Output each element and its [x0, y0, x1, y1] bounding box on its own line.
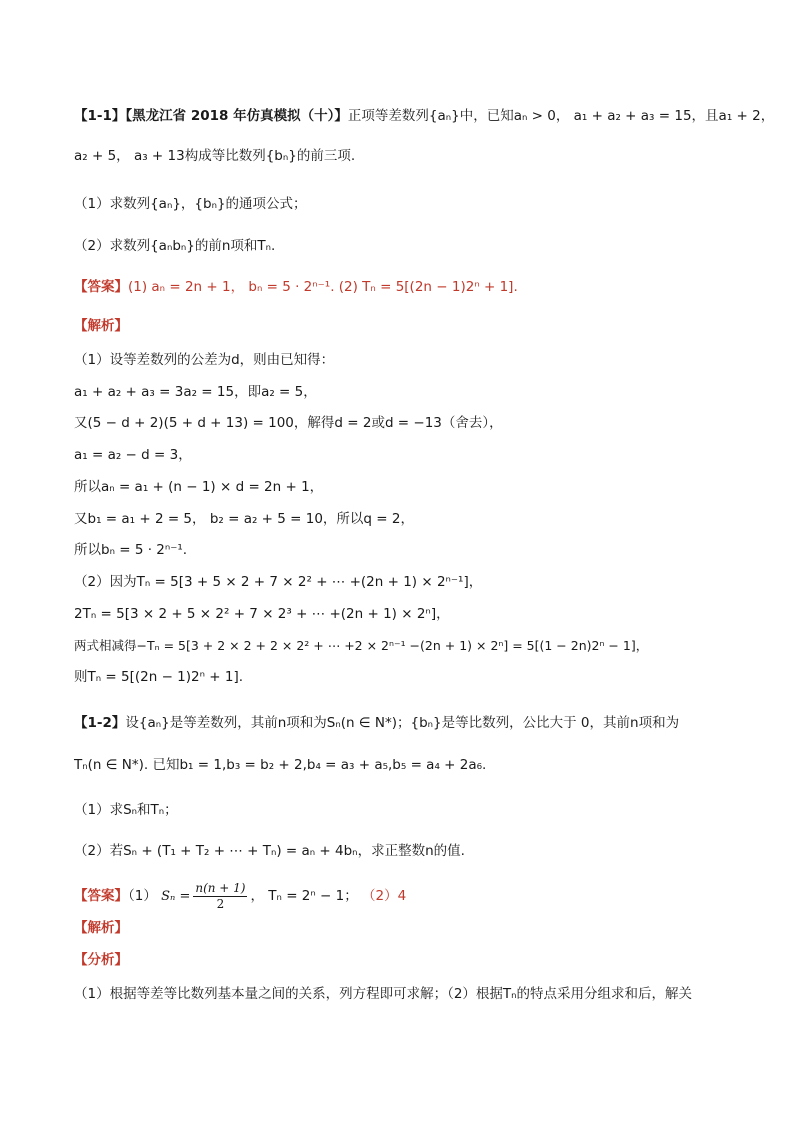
solution-line: 所以aₙ = a₁ + (n − 1) × d = 2n + 1， — [74, 479, 324, 495]
solution-line: 又b₁ = a₁ + 2 = 5， b₂ = a₂ + 5 = 10，所以q = 2， — [74, 511, 414, 527]
problem1-answer-text: (1) aₙ = 2n + 1， bₙ = 5 · 2ⁿ⁻¹. (2) Tₙ = 5[(2n − 1)2ⁿ + 1]. — [128, 279, 518, 295]
problem2-tag: 【1-2】 — [74, 715, 126, 731]
problem2-fenxi-tag: 【分析】 — [74, 952, 128, 968]
solution-line: 2Tₙ = 5[3 × 2 + 5 × 2² + 7 × 2³ + ⋯ +(2n + 1) × 2ⁿ]， — [74, 606, 450, 622]
answer-fraction — [193, 881, 247, 912]
fraction-denominator: 2 — [216, 896, 225, 911]
problem1-statement-1: 正项等差数列{aₙ}中，已知aₙ > 0， a₁ + a₂ + a₃ = 15，且a₁ + 2， — [347, 108, 775, 124]
solution-line: 两式相减得−Tₙ = 5[3 + 2 × 2 + 2 × 2² + ⋯ +2 × 2ⁿ⁻¹ −(2n + 1) × 2ⁿ] = 5[(1 − 2n)2ⁿ − 1]， — [74, 638, 649, 653]
problem2-line2 — [74, 755, 754, 775]
problem1-answer — [74, 277, 754, 297]
answer-tag: 【答案】 — [74, 279, 128, 295]
problem2-line1 — [74, 713, 754, 733]
solution-line: 所以bₙ = 5 · 2ⁿ⁻¹. — [74, 542, 188, 558]
solution-line: （1）设等差数列的公差为d，则由已知得： — [74, 352, 335, 368]
problem1-line2 — [74, 146, 754, 166]
problem2-question-1: （1）求Sₙ和Tₙ； — [74, 802, 178, 818]
answer-part2: （2）4 — [362, 888, 407, 904]
answer-tn: ， Tₙ = 2ⁿ − 1； — [250, 888, 358, 904]
solution-line: （2）因为Tₙ = 5[3 + 5 × 2 + 7 × 2² + ⋯ +(2n + 1) × 2ⁿ⁻¹]， — [74, 574, 483, 590]
answer-sn: Sₙ = — [161, 889, 191, 904]
problem2-jiexi-tag: 【解析】 — [74, 920, 128, 936]
problem2-statement-1: 设{aₙ}是等差数列，其前n项和为Sₙ(n ∈ N*)；{bₙ}是等比数列，公比大于 0，其前n项和为 — [125, 715, 680, 731]
problem2-answer — [74, 878, 754, 915]
solution-line: a₁ + a₂ + a₃ = 3a₂ = 15，即a₂ = 5， — [74, 384, 317, 400]
problem1-statement-2: a₂ + 5， a₃ + 13构成等比数列{bₙ}的前三项. — [74, 148, 356, 164]
fraction-numerator: n(n + 1) — [195, 880, 246, 895]
problem1-question-2: （2）求数列{aₙbₙ}的前n项和Tₙ. — [74, 238, 276, 254]
solution-line: 又(5 − d + 2)(5 + d + 13) = 100，解得d = 2或d = −13（舍去）， — [74, 415, 503, 431]
problem2-fenxi-text: （1）根据等差等比数列基本量之间的关系，列方程即可求解；（2）根据Tₙ的特点采用分组求和后，解关 — [74, 986, 693, 1002]
solution-line: 则Tₙ = 5[(2n − 1)2ⁿ + 1]. — [74, 669, 244, 685]
problem1-jiexi-tag: 【解析】 — [74, 318, 128, 334]
problem1-line1 — [74, 106, 775, 126]
problem1-question-1: （1）求数列{aₙ}，{bₙ}的通项公式； — [74, 196, 307, 212]
problem2-question-2: （2）若Sₙ + (T₁ + T₂ + ⋯ + Tₙ) = aₙ + 4bₙ，求正整数n的值. — [74, 843, 465, 859]
answer-tag: 【答案】 — [74, 888, 128, 904]
solution-line: a₁ = a₂ − d = 3， — [74, 447, 192, 463]
problem2-statement-2: Tₙ(n ∈ N*). 已知b₁ = 1,b₃ = b₂ + 2,b₄ = a₃ + a₅,b₅ = a₄ + 2a₆. — [74, 757, 487, 773]
problem1-tag: 【1-1】【黑龙江省 2018 年仿真模拟（十）】 — [74, 108, 348, 124]
answer-part1: （1） — [128, 888, 157, 904]
